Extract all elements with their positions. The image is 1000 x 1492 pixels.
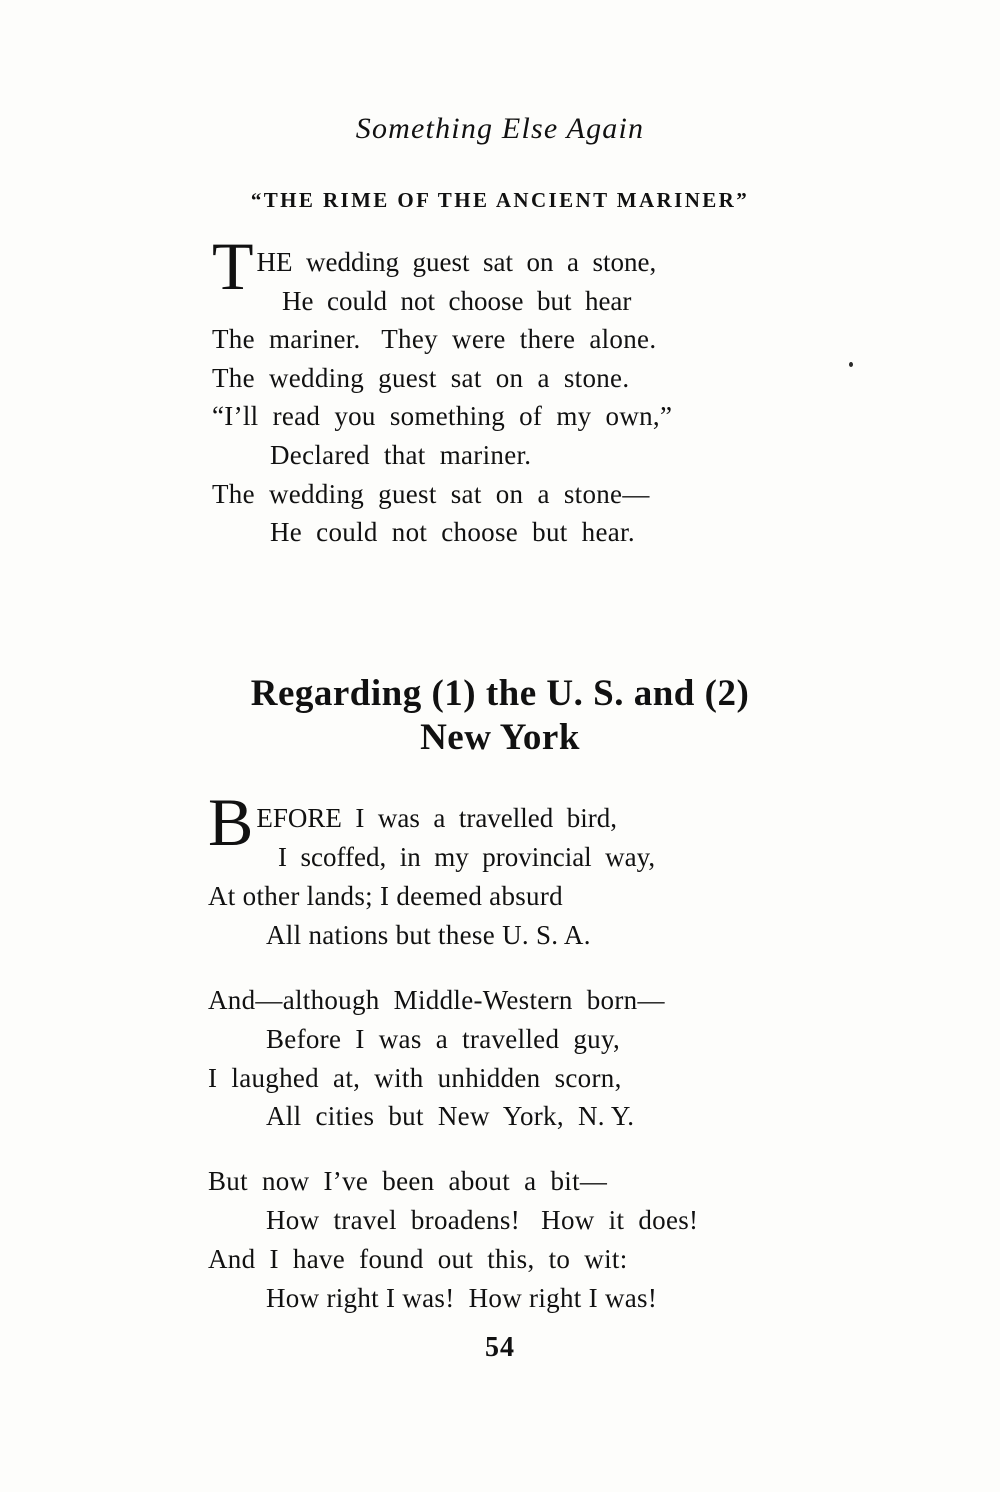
poem-line: And I have found out this, to wit:	[208, 1244, 628, 1275]
dropcap-letter-b: B	[208, 784, 254, 861]
poem-line: “I’ll read you something of my own,”	[212, 401, 673, 432]
dropcap-letter-t: T	[212, 228, 254, 304]
poem-line: Declared that mariner.	[270, 440, 532, 471]
stanza	[208, 1162, 888, 1318]
poem-line: I laughed at, with unhidden scorn,	[208, 1062, 622, 1093]
stanza	[208, 981, 888, 1137]
poem-line: And—although Middle-Western born—	[208, 984, 665, 1015]
stanza	[208, 784, 888, 955]
dropcap-paragraph	[208, 784, 888, 877]
poem-line: Before I was a travelled guy,	[266, 1023, 621, 1054]
poem-line: EFORE I was a travelled bird,	[256, 803, 618, 834]
poem-title-rime: “THE RIME OF THE ANCIENT MARINER”	[250, 188, 750, 212]
poem-title-line-2: New York	[420, 716, 580, 758]
running-head: Something Else Again	[355, 112, 645, 145]
poem-line: The wedding guest sat on a stone—	[212, 478, 650, 509]
poem-line: All nations but these U. S. A.	[266, 919, 591, 950]
dropcap-paragraph	[212, 228, 872, 320]
page-number: 54	[485, 1332, 515, 1363]
poem-section-regarding	[0, 672, 1000, 1344]
poem-title-line-1: Regarding (1) the U. S. and (2)	[250, 673, 750, 714]
poem-line: The mariner. They were there alone.	[212, 324, 657, 355]
verse-block-rime	[212, 228, 872, 552]
poem-line: At other lands; I deemed absurd	[208, 881, 563, 912]
poem-section-rime	[0, 188, 1000, 552]
verse-block-regarding	[208, 784, 888, 1318]
poem-line: How right I was! How right I was!	[266, 1282, 658, 1313]
poem-line: The wedding guest sat on a stone.	[212, 362, 630, 393]
poem-title-regarding	[150, 672, 850, 759]
poem-line: I scoffed, in my provincial way,	[278, 842, 656, 873]
poem-line: He could not choose but hear	[282, 285, 632, 316]
poem-line: How travel broadens! How it does!	[266, 1205, 699, 1236]
poem-line: All cities but New York, N. Y.	[266, 1101, 635, 1132]
poem-line: But now I’ve been about a bit—	[208, 1166, 608, 1197]
poem-line: HE wedding guest sat on a stone,	[256, 247, 657, 277]
poem-line: He could not choose but hear.	[270, 517, 635, 548]
